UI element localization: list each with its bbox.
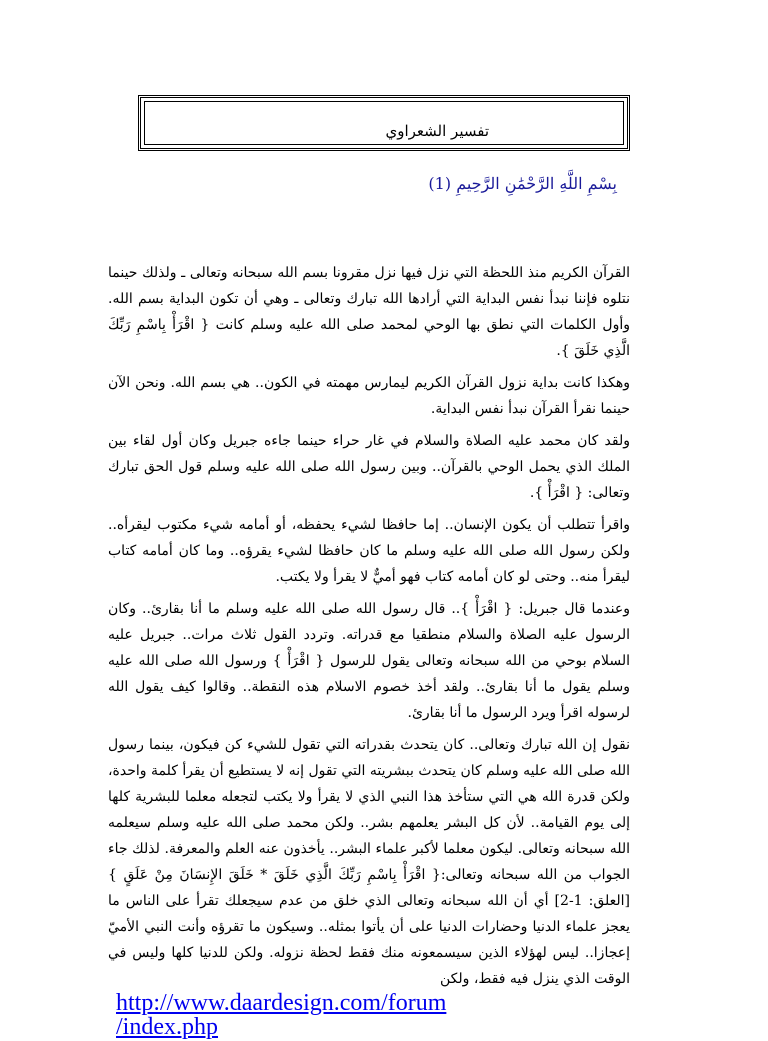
- paragraph: ولقد كان محمد عليه الصلاة والسلام في غار حراء حينما جاءه جبريل وكان أول لقاء بين الملك الذي يحمل الوحي بالقرآن.. وبين رسول الله صلى الله عليه وسلم قول الحق تبارك وتعالى: { اقْرَأْ }.: [108, 433, 630, 501]
- paragraph: واقرأ تتطلب أن يكون الإنسان.. إما حافظا لشيء يحفظه، أو أمامه شيء مكتوب ليقرأه.. ولكن رسول الله صلى الله عليه وسلم ما كان حافظا لشيء يقرؤه.. وما كان أمامه كتاب ليقرأ منه.. وحتى لو كان أمامه كتاب فهو أميٌّ لا يقرأ ولا يكتب.: [108, 517, 630, 585]
- paragraph: القرآن الكريم منذ اللحظة التي نزل فيها نزل مقرونا بسم الله سبحانه وتعالى ـ ولذلك حينما نتلوه فإننا نبدأ نفس البداية التي أرادها الله تبارك وتعالى ـ وهي أن تكون البداية بسم الله. وأول الكلمات التي نطق بها الوحي لمحمد صلى الله عليه وسلم كانت { اقْرَأْ بِاسْمِ رَبِّكَ الَّذِي خَلَقَ }.: [108, 265, 630, 359]
- title-box: [138, 95, 630, 151]
- paragraph: وهكذا كانت بداية نزول القرآن الكريم ليمارس مهمته في الكون.. هي بسم الله. ونحن الآن حينما نقرأ القرآن نبدأ نفس البداية.: [108, 375, 630, 417]
- forum-link[interactable]: http://www.daardesign.com/forum: [116, 990, 447, 1016]
- paragraph: وعندما قال جبريل: { اقْرَأْ }.. قال رسول الله صلى الله عليه وسلم ما أنا بقارئ.. وكان الرسول عليه الصلاة والسلام منطقيا مع قدراته. وتردد القول ثلاث مرات.. جبريل عليه السلام بوحي من الله سبحانه وتعالى يقول للرسول { اقْرَأْ } ورسول الله صلى الله عليه وسلم يقول ما أنا بقارئ.. ولقد أخذ خصوم الاسلام هذه النقطة.. وقالوا كيف يقول الله لرسوله اقرأ ويرد الرسول ما أنا بقارئ.: [108, 601, 630, 721]
- document-body: [108, 260, 630, 998]
- title-box-inner-border: [144, 101, 624, 145]
- forum-link-continuation[interactable]: /index.php: [116, 1014, 218, 1040]
- document-title: تفسير الشعراوي: [385, 122, 489, 140]
- basmala-heading: بِسْمِ اللَّهِ الرَّحْمَٰنِ الرَّحِيمِ (1): [428, 174, 617, 193]
- paragraph: نقول إن الله تبارك وتعالى.. كان يتحدث بقدراته التي تقول للشيء كن فيكون، بينما رسول الله صلى الله عليه وسلم كان يتحدث ببشريته التي تقول إنه لا يستطيع أن يقرأ كلمة واحدة، ولكن قدرة الله هي التي ستأخذ هذا النبي الذي لا يقرأ ولا يكتب لتجعله معلما للبشرية كلها إلى يوم القيامة.. لأن كل البشر يعلمهم بشر.. ولكن محمد صلى الله عليه وسلم سيعلمه الله سبحانه وتعالى. ليكون معلما لأكبر علماء البشر.. يأخذون عنه العلم والمعرفة. لذلك جاء الجواب من الله سبحانه وتعالى:{ اقْرَأْ بِاسْمِ رَبِّكَ الَّذِي خَلَقَ * خَلَقَ الإِنسَانَ مِنْ عَلَقٍ }[العلق: 1-2] أي أن الله سبحانه وتعالى الذي خلق من عدم سيجعلك تقرأ على الناس ما يعجز علماء الدنيا وحضارات الدنيا على أن يأتوا بمثله.. وسيكون ما تقرؤه وأنت النبي الأميّ إعجازا.. ليس لهؤلاء الذين سيسمعونه منك فقط لحظة نزوله. ولكن للدنيا كلها وليس في الوقت الذي ينزل فيه فقط، ولكن: [108, 737, 630, 987]
